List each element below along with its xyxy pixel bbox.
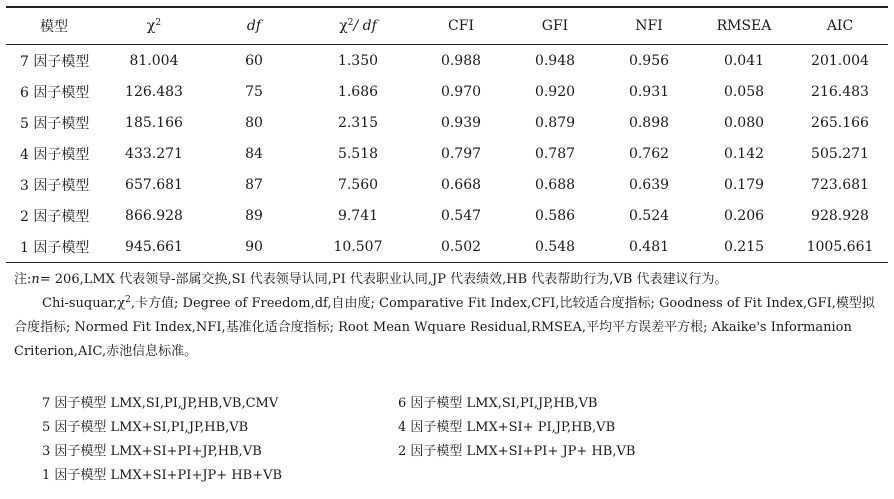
- cell-df: 89: [245, 207, 263, 224]
- header-gfi: GFI: [541, 18, 569, 34]
- cell-chi2: 945.661: [125, 238, 183, 255]
- cell-ratio: 1.686: [337, 83, 379, 100]
- header-df: df: [246, 18, 262, 34]
- cell-chi2: 866.928: [125, 207, 183, 224]
- cell-model: 5 因子模型: [20, 115, 90, 132]
- table-row: [6, 76, 888, 107]
- cell-cfi: 0.988: [440, 52, 482, 69]
- cell-ratio: 1.350: [337, 52, 379, 69]
- cell-chi2: 185.166: [125, 114, 183, 131]
- cell-model: 4 因子模型: [20, 146, 90, 163]
- cell-gfi: 0.787: [534, 145, 576, 162]
- cell-rmsea: 0.215: [723, 238, 765, 255]
- cell-rmsea: 0.179: [723, 176, 765, 193]
- cell-ratio: 5.518: [337, 145, 379, 162]
- cell-aic: 505.271: [811, 145, 869, 162]
- cell-aic: 201.004: [811, 52, 869, 69]
- table-row: [6, 231, 888, 263]
- table-row: [6, 138, 888, 169]
- cell-rmsea: 0.142: [723, 145, 765, 162]
- cell-model: 1 因子模型: [20, 239, 90, 256]
- fit-indices-table: [6, 6, 888, 263]
- cell-model: 7 因子模型: [20, 53, 90, 70]
- cell-nfi: 0.762: [628, 145, 670, 162]
- cell-gfi: 0.879: [534, 114, 576, 131]
- cell-chi2: 657.681: [125, 176, 183, 193]
- cell-ratio: 10.507: [333, 238, 383, 255]
- cell-gfi: 0.688: [534, 176, 576, 193]
- cell-cfi: 0.970: [440, 83, 482, 100]
- cell-rmsea: 0.058: [723, 83, 765, 100]
- model-definition-row: [42, 440, 635, 464]
- cell-rmsea: 0.206: [723, 207, 765, 224]
- model-definitions: [42, 392, 635, 488]
- model-definition: 2 因子模型 LMX+SI+PI+ JP+ HB,VB: [398, 444, 636, 459]
- model-definition-row: [42, 392, 635, 416]
- note-fit-index-definitions: Chi-$suquar,\chi^2$,卡方值; Degree of Freedom,df,自由度; Comparative Fit Index,CFI,比较适合度指标; Goodness of Fit Index,GFI,模型拟合度指标; Normed Fit Index,NFI,基准化适合度指标; Root Mean Wquare Residual,RMSEA,平均平方误差平方根; Akaike's Informanion Criterion,AIC,赤池信息标准。: [14, 295, 875, 359]
- model-definition: 1 因子模型 LMX+SI+PI+JP+ HB+VB: [42, 468, 283, 483]
- cell-cfi: 0.502: [440, 238, 482, 255]
- cell-rmsea: 0.041: [723, 52, 765, 69]
- cell-ratio: 2.315: [337, 114, 379, 131]
- cell-df: 87: [245, 176, 263, 193]
- cell-cfi: 0.547: [440, 207, 482, 224]
- model-definition: 4 因子模型 LMX+SI+ PI,JP,HB,VB: [398, 420, 616, 435]
- cell-nfi: 0.524: [628, 207, 670, 224]
- cell-df: 84: [245, 145, 263, 162]
- table-row: [6, 200, 888, 231]
- cell-aic: 216.483: [811, 83, 869, 100]
- header-cfi: CFI: [448, 18, 474, 34]
- cell-gfi: 0.920: [534, 83, 576, 100]
- header-aic: AIC: [826, 18, 854, 34]
- cell-nfi: 0.481: [628, 238, 670, 255]
- table-row: [6, 45, 888, 77]
- cell-model: 3 因子模型: [20, 177, 90, 194]
- cell-chi2: 81.004: [129, 52, 179, 69]
- model-definition-row: [42, 464, 635, 488]
- cell-aic: 265.166: [811, 114, 869, 131]
- header-rmsea: RMSEA: [716, 18, 772, 34]
- cell-gfi: 0.586: [534, 207, 576, 224]
- cell-gfi: 0.948: [534, 52, 576, 69]
- model-definition: 7 因子模型 LMX,SI,PI,JP,HB,VB,CMV: [42, 396, 279, 411]
- header-model: 模型: [40, 19, 68, 35]
- header-nfi: NFI: [635, 18, 663, 34]
- cell-cfi: 0.939: [440, 114, 482, 131]
- model-definition-row: [42, 416, 635, 440]
- cell-nfi: 0.898: [628, 114, 670, 131]
- model-definition: 5 因子模型 LMX+SI,PI,JP,HB,VB: [42, 420, 249, 435]
- cell-nfi: 0.931: [628, 83, 670, 100]
- cell-ratio: 7.560: [337, 176, 379, 193]
- cell-ratio: 9.741: [337, 207, 379, 224]
- table-row: [6, 169, 888, 200]
- table-notes: [14, 268, 886, 364]
- cell-aic: 1005.661: [806, 238, 874, 255]
- cell-cfi: 0.668: [440, 176, 482, 193]
- table-header-row: [6, 7, 888, 45]
- cell-model: 6 因子模型: [20, 84, 90, 101]
- cell-df: 60: [245, 52, 263, 69]
- cell-aic: 928.928: [811, 207, 869, 224]
- cell-cfi: 0.797: [440, 145, 482, 162]
- table-row: [6, 107, 888, 138]
- cell-gfi: 0.548: [534, 238, 576, 255]
- cell-nfi: 0.639: [628, 176, 670, 193]
- model-definition: 6 因子模型 LMX,SI,PI,JP,HB,VB: [398, 396, 598, 411]
- cell-model: 2 因子模型: [20, 208, 90, 225]
- cell-rmsea: 0.080: [723, 114, 765, 131]
- model-definition: 3 因子模型 LMX+SI+PI+JP,HB,VB: [42, 444, 262, 459]
- cell-chi2: 126.483: [125, 83, 183, 100]
- note-abbreviations: 注:n= 206,LMX 代表领导-部属交换,SI 代表领导认同,PI 代表职业认同,JP 代表绩效,HB 代表帮助行为,VB 代表建议行为。: [14, 272, 728, 287]
- cell-aic: 723.681: [811, 176, 869, 193]
- cell-df: 90: [245, 238, 263, 255]
- header-chi2: $\chi^2$: [146, 18, 162, 34]
- header-chi2-df-ratio: $\chi^2/$ df: [339, 18, 377, 34]
- cell-chi2: 433.271: [125, 145, 183, 162]
- cell-nfi: 0.956: [628, 52, 670, 69]
- cell-df: 80: [245, 114, 263, 131]
- cell-df: 75: [245, 83, 263, 100]
